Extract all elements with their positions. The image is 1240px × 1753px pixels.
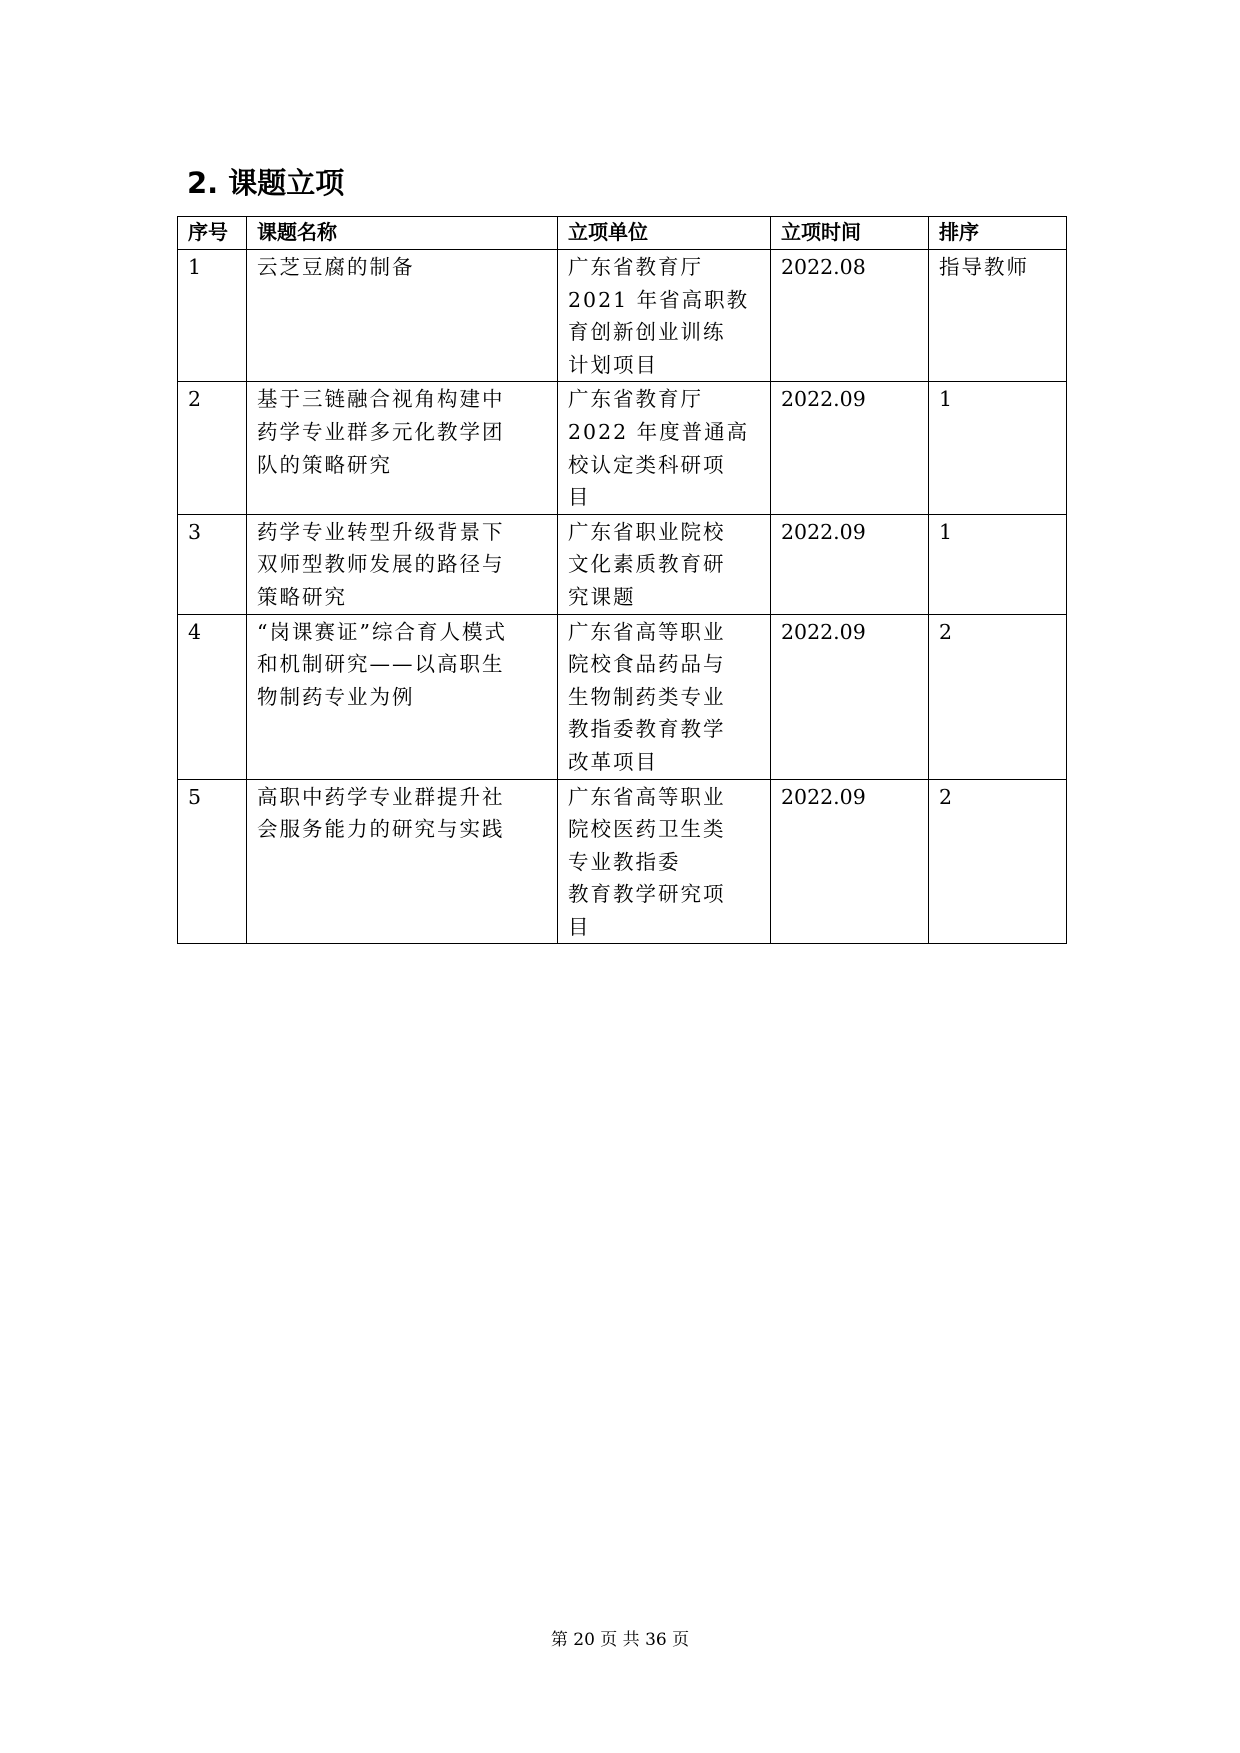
header-unit: 立项单位 [558,217,771,250]
cell-rank: 2 [929,614,1067,779]
table-row [178,382,1067,514]
unit-line: 究课题 [568,584,636,609]
cell-name [247,514,558,614]
cell-rank: 1 [929,514,1067,614]
unit-line: 教育教学研究项 [568,882,726,907]
header-no: 序号 [178,217,247,250]
table-row [178,614,1067,779]
unit-line: 专业教指委 [568,849,681,874]
cell-no: 2 [178,382,247,514]
unit-line: 广东省职业院校 [568,519,726,544]
name-line: 队的策略研究 [257,452,392,477]
cell-unit [558,382,771,514]
table-row [178,250,1067,382]
unit-line: 广东省高等职业 [568,619,726,644]
cell-rank: 2 [929,779,1067,944]
unit-line: 育创新创业训练 [568,320,726,345]
cell-time: 2022.09 [771,514,929,614]
unit-line: 广东省教育厅 [568,387,703,412]
cell-time: 2022.09 [771,779,929,944]
name-line: 药学专业群多元化教学团 [257,419,505,444]
unit-line: 广东省教育厅 [568,255,703,279]
section-title: 2. 课题立项 [187,166,345,200]
projects-table [177,216,1067,944]
name-line: 基于三链融合视角构建中 [257,387,505,412]
cell-name [247,382,558,514]
unit-line: 文化素质教育研 [568,552,726,577]
name-line: 药学专业转型升级背景下 [257,519,505,544]
cell-unit [558,514,771,614]
unit-line: 广东省高等职业 [568,784,726,809]
name-line: 物制药专业为例 [257,684,415,709]
cell-no: 1 [178,250,247,382]
unit-line: 2021 年省高职教 [568,287,750,312]
cell-time: 2022.08 [771,250,929,382]
unit-line: 院校医药卫生类 [568,817,726,842]
cell-unit [558,250,771,382]
name-line: 和机制研究——以高职生 [257,652,505,677]
cell-no: 3 [178,514,247,614]
header-name: 课题名称 [247,217,558,250]
cell-no: 4 [178,614,247,779]
name-line: 策略研究 [257,584,347,609]
cell-name [247,779,558,944]
unit-line: 目 [568,485,591,510]
name-line: “岗课赛证”综合育人模式 [257,619,507,644]
header-rank: 排序 [929,217,1067,250]
unit-line: 院校食品药品与 [568,652,726,677]
cell-unit [558,779,771,944]
unit-line: 目 [568,914,591,939]
cell-time: 2022.09 [771,382,929,514]
cell-rank: 指导教师 [929,250,1067,382]
table-row [178,779,1067,944]
unit-line: 2022 年度普通高 [568,419,750,444]
cell-name [247,614,558,779]
table-header-row [178,217,1067,250]
cell-rank: 1 [929,382,1067,514]
unit-line: 校认定类科研项 [568,452,726,477]
cell-name [247,250,558,382]
unit-line: 生物制药类专业 [568,684,726,709]
name-line: 云芝豆腐的制备 [257,255,415,279]
name-line: 高职中药学专业群提升社 [257,784,505,809]
name-line: 会服务能力的研究与实践 [257,817,505,842]
page-number-footer: 第 20 页 共 36 页 [550,1630,690,1650]
name-line: 双师型教师发展的路径与 [257,552,505,577]
cell-time: 2022.09 [771,614,929,779]
cell-unit [558,614,771,779]
unit-line: 计划项目 [568,352,658,377]
unit-line: 改革项目 [568,749,658,774]
cell-no: 5 [178,779,247,944]
table-row [178,514,1067,614]
unit-line: 教指委教育教学 [568,717,726,742]
header-time: 立项时间 [771,217,929,250]
